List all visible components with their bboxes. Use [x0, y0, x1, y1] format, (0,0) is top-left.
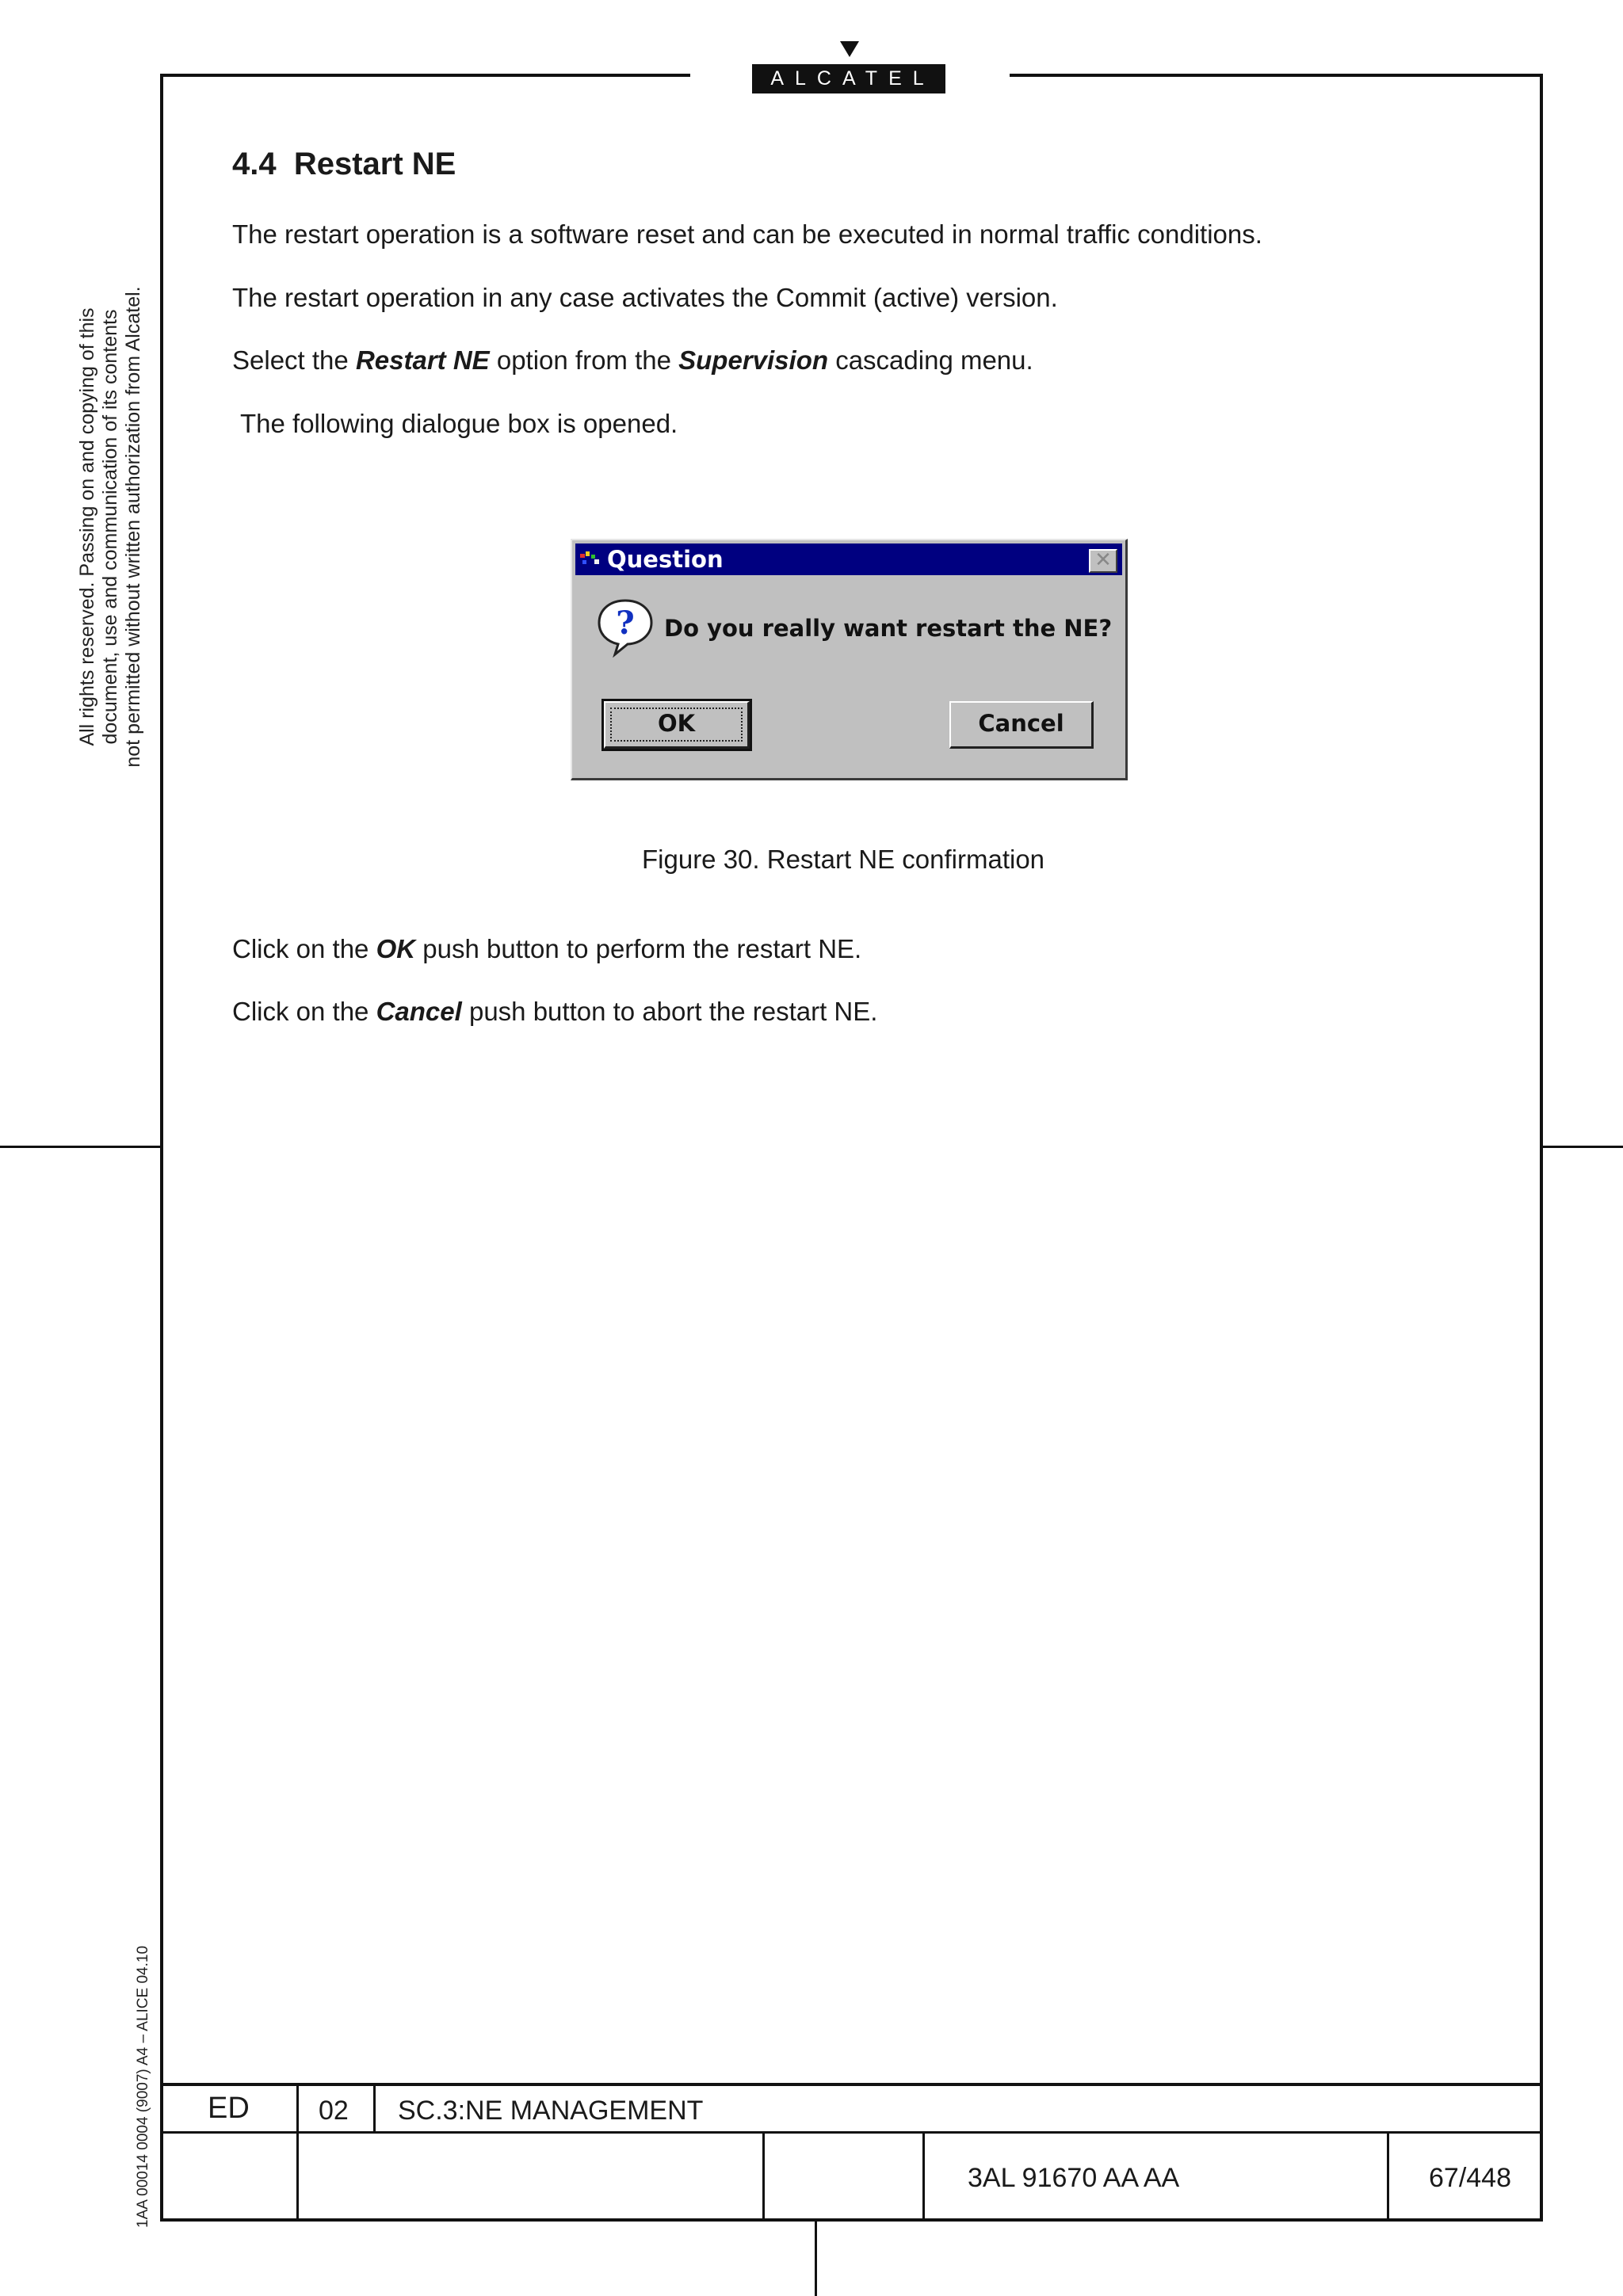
question-dialog — [571, 539, 1128, 780]
text-run: Click on the — [232, 997, 376, 1026]
ok-button-label: OK — [657, 710, 696, 737]
cancel-button[interactable] — [949, 701, 1094, 749]
fold-mark-right — [1543, 1146, 1623, 1148]
close-button[interactable] — [1089, 549, 1117, 573]
dialog-message: Do you really want restart the NE? — [664, 615, 1113, 642]
paragraph — [232, 345, 1033, 376]
paragraph — [232, 997, 877, 1027]
alcatel-logo: ALCATEL — [752, 64, 945, 93]
cancel-button-label: Cancel — [978, 710, 1064, 737]
menu-option-name: Restart NE — [355, 345, 490, 375]
footer-page-number: 67/448 — [1429, 2163, 1511, 2193]
svg-text:?: ? — [616, 605, 635, 642]
text-run: option from the — [489, 345, 679, 375]
page-frame-left — [160, 74, 163, 2222]
dialog-title-bar — [575, 543, 1122, 575]
text-run: push button to perform the restart NE. — [415, 934, 862, 963]
close-icon: ✕ — [1094, 548, 1112, 572]
copyright-line: not permitted without written authorization from Alcatel. — [122, 286, 144, 768]
form-code: 1AA 00014 0004 (9007) A4 – ALICE 04.10 — [135, 1945, 151, 2228]
section-heading — [232, 147, 456, 182]
copyright-line: All rights reserved. Passing on and copying of this — [76, 307, 98, 746]
dialog-title: Question — [607, 546, 724, 573]
copyright-notice — [76, 273, 145, 780]
ok-button[interactable] — [604, 701, 750, 749]
section-number: 4.4 — [232, 147, 277, 181]
text-run: push button to abort the restart NE. — [461, 997, 878, 1026]
page-frame-top-left — [161, 74, 690, 77]
footer-edition-label: ED — [208, 2092, 250, 2125]
footer-divider — [373, 2083, 376, 2132]
question-icon — [596, 597, 655, 658]
section-title: Restart NE — [293, 147, 456, 181]
logo-arrow-icon — [840, 41, 859, 57]
paragraph: The following dialogue box is opened. — [240, 409, 678, 438]
paragraph — [232, 934, 861, 964]
button-name: Cancel — [376, 997, 462, 1026]
footer-doc-number: 3AL 91670 AA AA — [968, 2163, 1180, 2193]
paragraph: The restart operation in any case activates the Commit (active) version. — [232, 283, 1058, 312]
fold-mark-bottom — [815, 2222, 817, 2296]
fold-mark-left — [0, 1146, 160, 1148]
paragraph: The restart operation is a software reset and can be executed in normal traffic conditions. — [232, 219, 1262, 249]
footer-divider — [296, 2083, 299, 2218]
footer-divider — [922, 2131, 925, 2218]
footer-divider — [1387, 2131, 1389, 2218]
footer-divider — [762, 2131, 765, 2218]
app-icon — [580, 551, 601, 567]
page-frame-bottom — [160, 2218, 1543, 2222]
footer-mid-line — [160, 2131, 1543, 2134]
footer-edition-value: 02 — [319, 2096, 349, 2126]
page-frame-top-right — [1010, 74, 1543, 77]
text-run: cascading menu. — [828, 345, 1033, 375]
text-run: Click on the — [232, 934, 376, 963]
text-run: Select the — [232, 345, 356, 375]
button-name: OK — [376, 934, 416, 963]
copyright-line: document, use and communication of its contents — [99, 309, 121, 745]
footer-top-line — [160, 2083, 1543, 2086]
footer-chapter: SC.3:NE MANAGEMENT — [398, 2096, 704, 2126]
figure-caption: Figure 30. Restart NE confirmation — [642, 845, 1045, 874]
menu-name: Supervision — [678, 345, 829, 375]
